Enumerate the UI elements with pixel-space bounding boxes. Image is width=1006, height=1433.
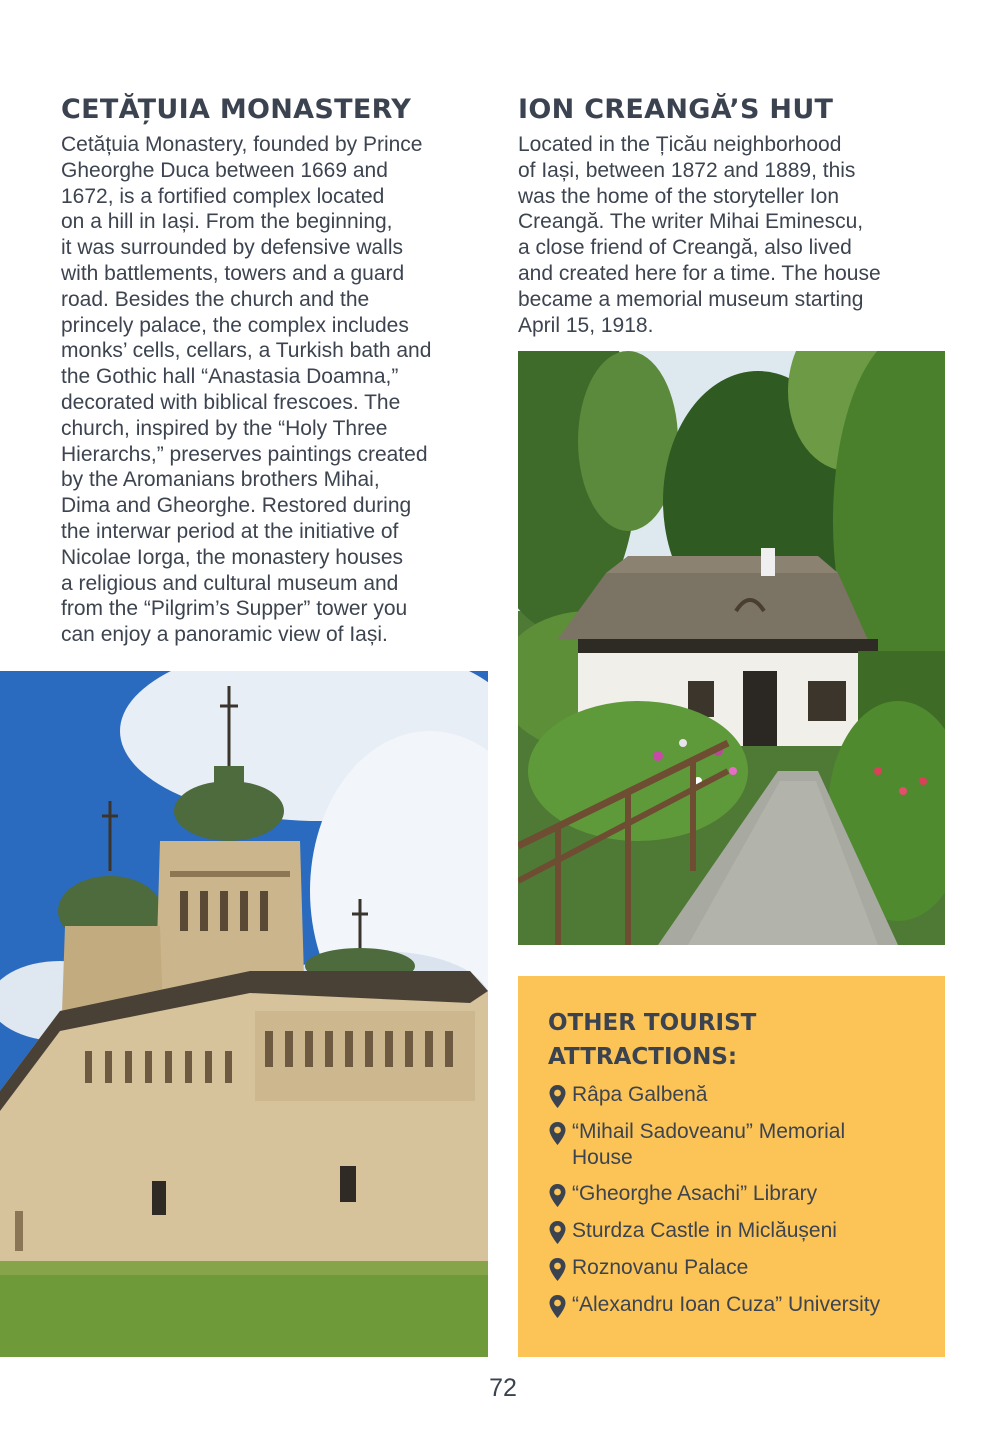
- text-line: can enjoy a panoramic view of Iași.: [61, 623, 388, 647]
- text-line: decorated with biblical frescoes. The: [61, 390, 401, 414]
- text-line: Creangă. The writer Mihai Eminescu,: [518, 210, 864, 234]
- attractions-title-line: OTHER TOURIST: [548, 1010, 757, 1036]
- text-line: a religious and cultural museum and: [61, 571, 399, 595]
- text-line: became a memorial museum starting: [518, 287, 864, 311]
- text-line: and created here for a time. The house: [518, 261, 881, 285]
- text-line: church, inspired by the “Holy Three: [61, 416, 388, 440]
- text-line: April 15, 1918.: [518, 313, 654, 337]
- text-line: the interwar period at the initiative of: [61, 519, 399, 543]
- attraction-item: [548, 1082, 925, 1109]
- right-article-body: [518, 132, 948, 338]
- text-line: with battlements, towers and a guard: [61, 261, 405, 285]
- text-line: by the Aromanians brothers Mihai,: [61, 468, 380, 492]
- text-line: monks’ cells, cellars, a Turkish bath and: [61, 339, 432, 363]
- map-pin-icon: [548, 1183, 568, 1208]
- attractions-title-line: ATTRACTIONS:: [548, 1044, 738, 1070]
- left-article-title: CETĂȚUIA MONASTERY: [61, 94, 412, 125]
- text-line: from the “Pilgrim’s Supper” tower you: [61, 597, 408, 621]
- left-article-body: [61, 132, 491, 648]
- map-pin-icon: [548, 1084, 568, 1109]
- attraction-item: [548, 1218, 925, 1245]
- attraction-item: [548, 1119, 925, 1171]
- map-pin-icon: [548, 1121, 568, 1146]
- monastery-photo: [0, 671, 488, 1357]
- attraction-label: Sturdza Castle in Miclăușeni: [572, 1219, 837, 1242]
- text-line: Hierarchs,” preserves paintings created: [61, 442, 428, 466]
- text-line: the Gothic hall “Anastasia Doamna,”: [61, 365, 399, 389]
- attraction-label: “Alexandru Ioan Cuza” University: [572, 1293, 881, 1316]
- text-line: Located in the Țicău neighborhood: [518, 133, 842, 156]
- text-line: was the home of the storyteller Ion: [518, 184, 839, 208]
- attraction-item: [548, 1255, 925, 1282]
- map-pin-icon: [548, 1257, 568, 1282]
- text-line: 1672, is a fortified complex located: [61, 184, 385, 208]
- attraction-item: [548, 1181, 925, 1208]
- map-pin-icon: [548, 1294, 568, 1319]
- attractions-list: [548, 1082, 925, 1319]
- text-line: Nicolae Iorga, the monastery houses: [61, 545, 404, 569]
- text-line: Gheorghe Duca between 1669 and: [61, 158, 388, 182]
- text-line: Dima and Gheorghe. Restored during: [61, 494, 412, 518]
- attraction-label: “Gheorghe Asachi” Library: [572, 1182, 818, 1205]
- right-article-title: ION CREANGĂ’S HUT: [518, 94, 834, 125]
- text-line: a close friend of Creangă, also lived: [518, 236, 852, 260]
- map-pin-icon: [548, 1220, 568, 1245]
- text-line: road. Besides the church and the: [61, 287, 370, 311]
- attraction-label: “Mihail Sadoveanu” Memorial House: [572, 1120, 846, 1169]
- text-line: on a hill in Iași. From the beginning,: [61, 210, 393, 234]
- page-number: 72: [489, 1374, 517, 1402]
- attractions-title: [548, 1006, 925, 1074]
- attraction-label: Roznovanu Palace: [572, 1256, 749, 1279]
- text-line: princely palace, the complex includes: [61, 313, 409, 337]
- text-line: Cetățuia Monastery, founded by Prince: [61, 133, 423, 156]
- attraction-item: [548, 1292, 925, 1319]
- attraction-label: Râpa Galbenă: [572, 1083, 708, 1106]
- text-line: of Iași, between 1872 and 1889, this: [518, 158, 856, 182]
- text-line: it was surrounded by defensive walls: [61, 236, 404, 260]
- attractions-box: [518, 976, 945, 1357]
- hut-photo: [518, 351, 945, 945]
